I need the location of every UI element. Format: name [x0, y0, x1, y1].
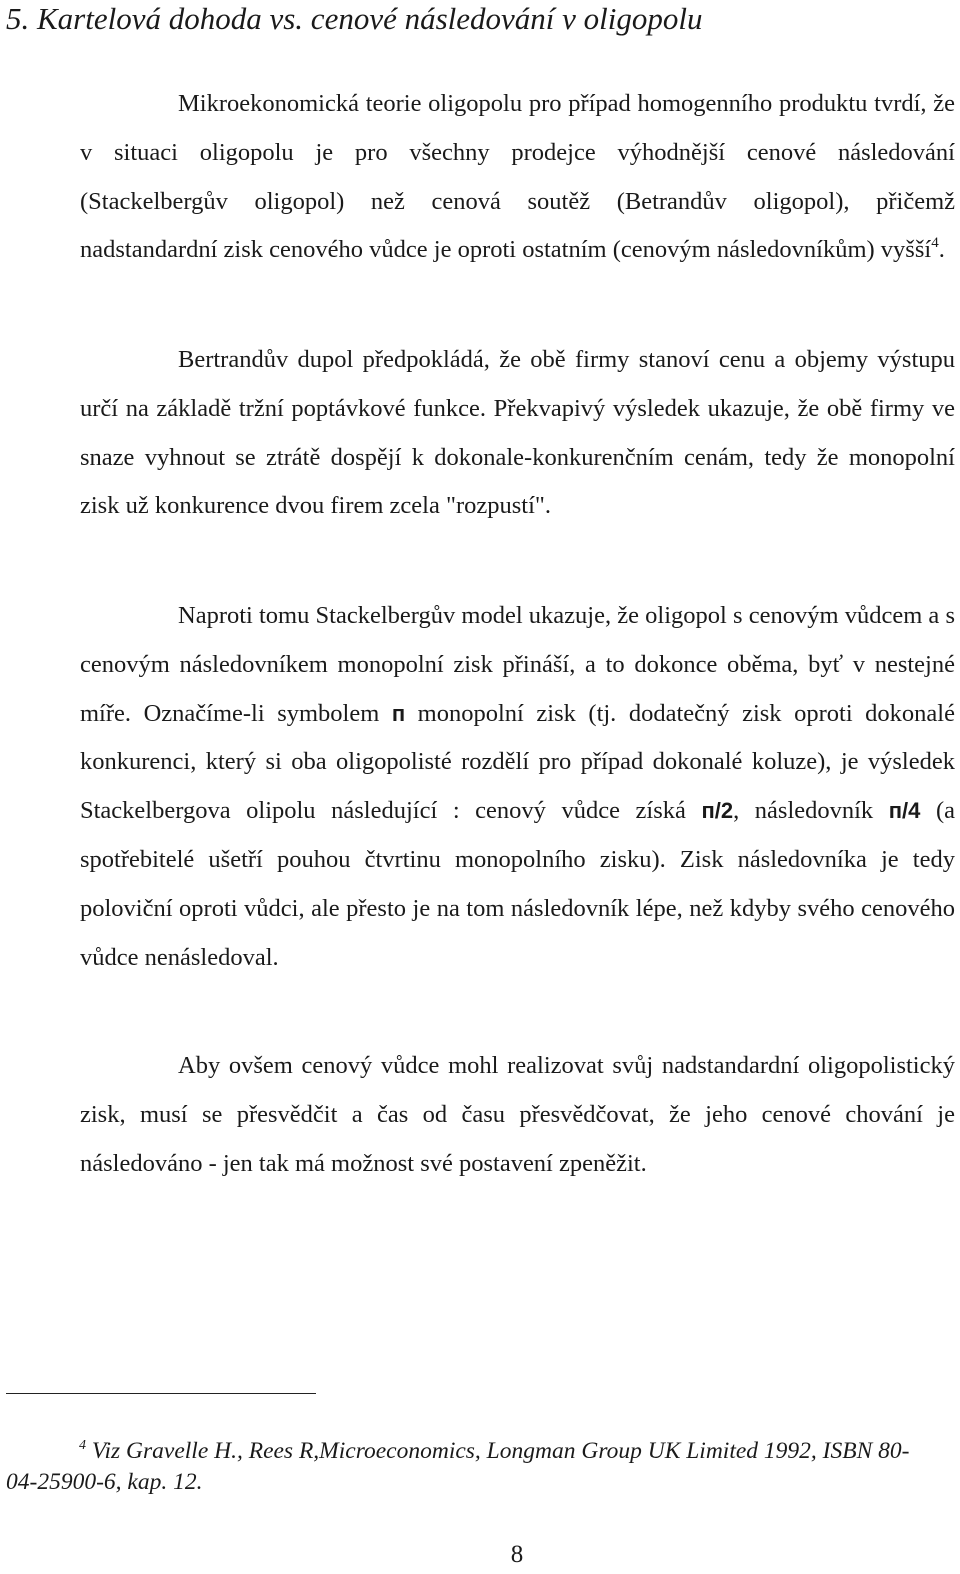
paragraph-3-part-4: (a spotřebitelé ušetří pouhou čtvrtinu monopolního zisku). Zisk následovníka je tedy poloviční oproti vůdci, ale přesto je na tom následovník lépe, než kdyby svého cenového vůdce nenásledoval. — [80, 797, 955, 971]
paragraph-1-end: . — [938, 236, 945, 264]
pi-symbol: п — [391, 700, 406, 726]
footnote-reference: 4 — [931, 235, 939, 252]
footnote-text: Viz Gravelle H., Rees R,Microeconomics, Longman Group UK Limited 1992, ISBN 80-04-25900-6, kap. 12. — [6, 1438, 910, 1495]
footnote-divider — [6, 1393, 316, 1394]
page-number: 8 — [510, 1541, 524, 1568]
paragraph-3-part-3: , následovník — [733, 797, 889, 825]
footnote — [6, 1436, 911, 1498]
paragraph-3 — [80, 592, 955, 982]
follower-share: п/4 — [888, 798, 921, 824]
paragraph-2: Bertrandův dupol předpokládá, že obě firmy stanoví cenu a objemy výstupu určí na základě tržní poptávkové funkce. Překvapivý výsledek ukazuje, že obě firmy ve snaze vyhnout se ztrátě dospějí k dokonale-konkurenčním cenám, tedy že monopolní zisk už konkurence dvou firem zcela "rozpustí". — [80, 346, 955, 520]
leader-share: п/2 — [701, 798, 734, 824]
paragraph-3-part-2: monopolní zisk (tj. dodatečný zisk oproti dokonalé konkurenci, který si oba oligopolisté rozdělí pro případ dokonalé koluze), je výsledek Stackelbergova olipolu následující : cenový vůdce získá — [80, 699, 955, 825]
paragraph-4: Aby ovšem cenový vůdce mohl realizovat svůj nadstandardní oligopolistický zisk, musí se přesvědčit a čas od času přesvědčovat, že jeho cenové chování je následováno - jen tak má možnost své postavení zpeněžit. — [80, 1052, 955, 1177]
paragraph-1 — [80, 80, 955, 275]
paragraph-1-text: Mikroekonomická teorie oligopolu pro případ homogenního produktu tvrdí, že v situaci oligopolu je pro všechny prodejce výhodnější cenové následování (Stackelbergův oligopol) než cenová soutěž (Betrandův oligopol), přičemž nadstandardní zisk cenového vůdce je oproti ostatním (cenovým následovníkům) vyšší — [80, 90, 955, 264]
paragraph-3-part-1: Naproti tomu Stackelbergův model ukazuje, že oligopol s cenovým vůdcem a s cenovým následovníkem monopolní zisk přináší, a to dokonce oběma, byť v nestejné míře. Označíme-li symbolem — [80, 602, 955, 727]
footnote-number: 4 — [79, 1438, 86, 1453]
section-heading: 5. Kartelová dohoda vs. cenové následování v oligopolu — [6, 1, 703, 36]
